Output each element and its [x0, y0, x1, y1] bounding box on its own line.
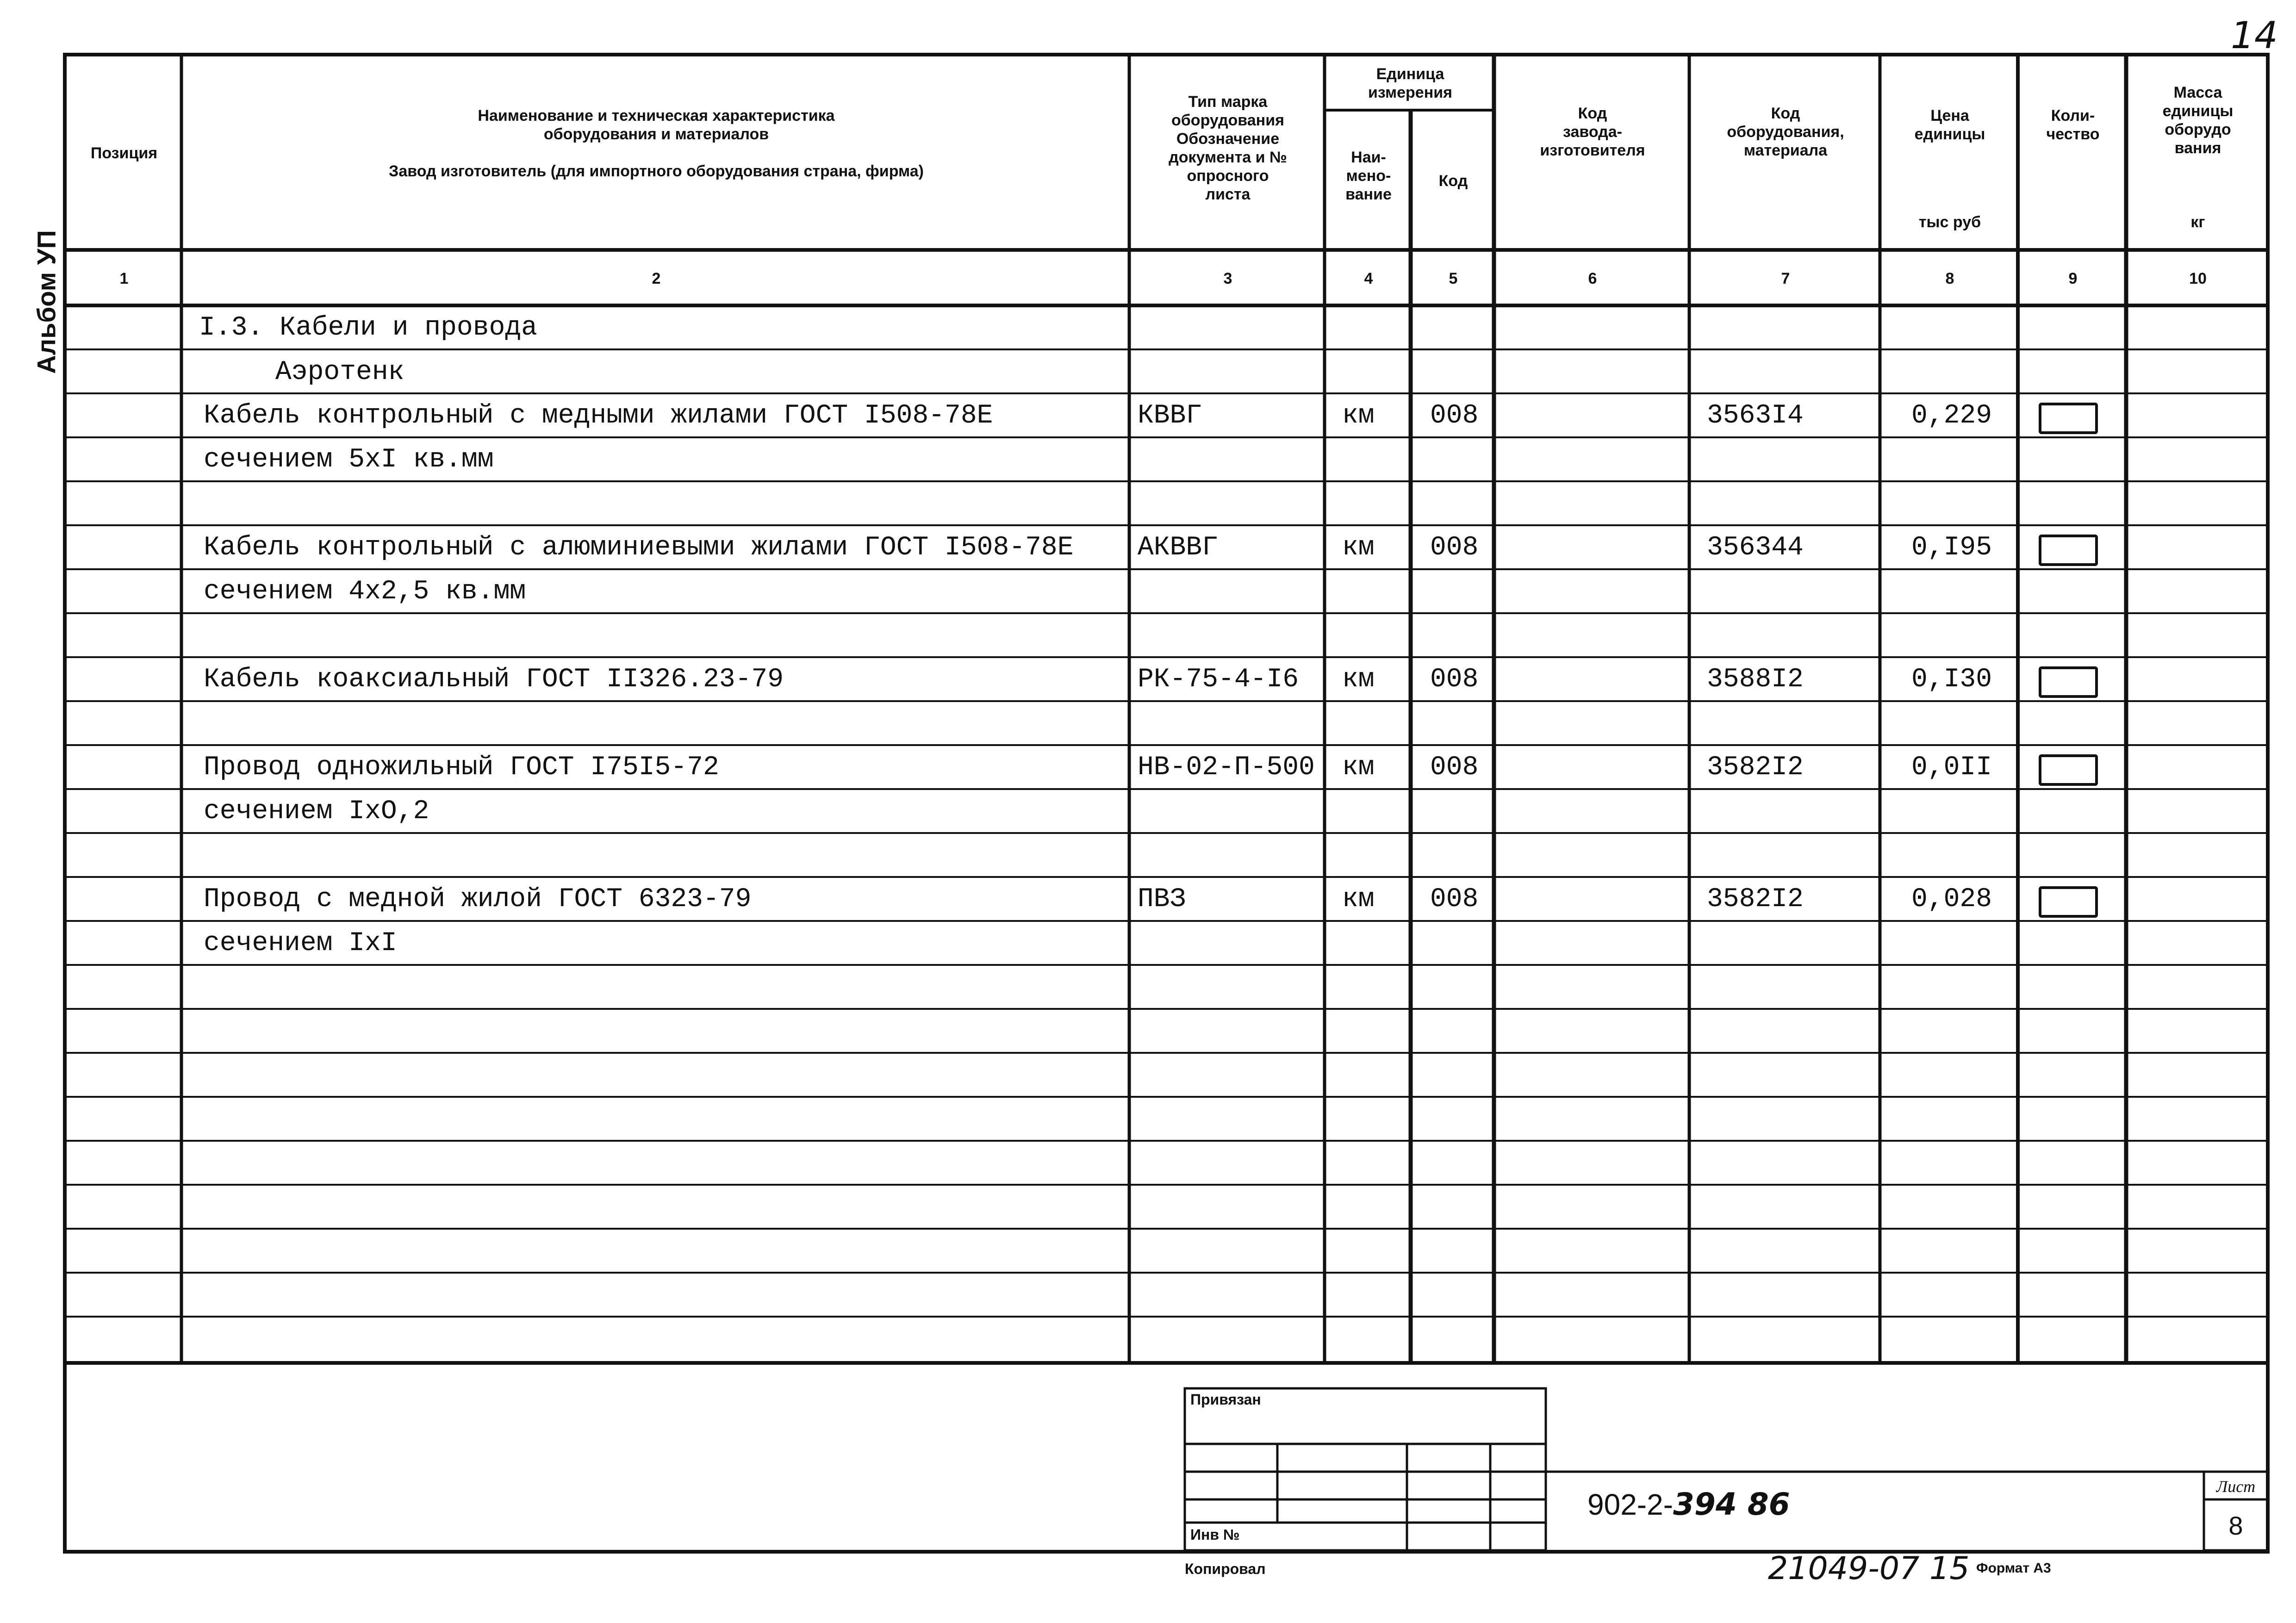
item-type: НВ-02-П-500: [1138, 752, 1315, 783]
header-name: Наименование и техническая характеристика оборудования и материалов Завод изготовитель (для импортного оборудования страна, фирма): [389, 107, 924, 180]
section-title: I.3. Кабели и провода: [199, 313, 537, 343]
item-name: Кабель контрольный с алюминиевыми жилами ГОСТ I508-78Е: [204, 533, 1074, 563]
header-price: Цена единицы: [1914, 107, 1985, 143]
stamp-privyazan-label: Привязан: [1190, 1391, 1261, 1408]
col-number-2: 2: [652, 270, 661, 287]
item-name-continued: сечением 5хI кв.мм: [204, 445, 494, 475]
item-price: 0,0II: [1911, 752, 1992, 783]
col-number-1: 1: [119, 270, 129, 287]
item-name: Кабель контрольный с медными жилами ГОСТ I508-78Е: [204, 401, 993, 431]
item-unit: км: [1342, 752, 1375, 783]
item-type: АКВВГ: [1138, 533, 1219, 563]
item-material-code: 3582I2: [1707, 884, 1804, 914]
stamp-doc-number-printed: 902-2-: [1587, 1488, 1673, 1521]
quantity-input-box[interactable]: [2039, 403, 2098, 434]
stamp-format-label: Формат А3: [1976, 1561, 2051, 1576]
col-number-10: 10: [2189, 270, 2207, 287]
header-material-code: Код оборудования, материала: [1727, 105, 1844, 159]
stamp-archive-number: 21049-07 15: [1768, 1550, 1970, 1587]
col-number-8: 8: [1945, 270, 1954, 287]
stamp-doc-number-handwritten: 394 86: [1673, 1486, 1790, 1522]
item-code: 008: [1430, 665, 1479, 695]
header-quantity: Коли- чество: [2046, 107, 2100, 143]
header-type: Тип марка оборудования Обозначение документа и № опросного листа: [1169, 93, 1287, 203]
stamp-sheet-number: 8: [2228, 1511, 2243, 1540]
col-number-3: 3: [1223, 270, 1232, 287]
quantity-input-box[interactable]: [2039, 535, 2098, 566]
stamp-inv-label: Инв №: [1190, 1526, 1240, 1543]
item-material-code: 3563I4: [1707, 401, 1804, 431]
item-type: ПВЗ: [1138, 884, 1186, 914]
item-type: КВВГ: [1138, 401, 1202, 431]
stamp-sheet-label: Лист: [2216, 1477, 2256, 1496]
item-material-code: 3588I2: [1707, 665, 1804, 695]
item-type: РК-75-4-I6: [1138, 665, 1299, 695]
item-name-continued: сечением IхО,2: [204, 796, 429, 827]
header-unit-code: Код: [1438, 172, 1468, 190]
item-material-code: 356344: [1707, 533, 1804, 563]
header-price-unit: тыс руб: [1918, 213, 1981, 231]
col-number-9: 9: [2068, 270, 2078, 287]
item-code: 008: [1430, 533, 1479, 563]
item-name: Кабель коаксиальный ГОСТ II326.23-79: [204, 665, 784, 695]
col-number-4: 4: [1364, 270, 1373, 287]
item-unit: км: [1342, 665, 1375, 695]
header-mass: Масса единицы оборудо вания: [2162, 84, 2234, 157]
quantity-input-box[interactable]: [2039, 666, 2098, 698]
col-number-5: 5: [1449, 270, 1458, 287]
item-unit: км: [1342, 884, 1375, 914]
item-price: 0,229: [1911, 401, 1992, 431]
page-number: 14: [2231, 14, 2278, 57]
col-number-6: 6: [1588, 270, 1597, 287]
item-name: Провод одножильный ГОСТ I75I5-72: [204, 752, 719, 783]
item-code: 008: [1430, 884, 1479, 914]
header-manufacturer-code: Код завода- изготовителя: [1540, 105, 1645, 159]
stamp-copied-label: Копировал: [1185, 1561, 1266, 1577]
item-unit: км: [1342, 401, 1375, 431]
quantity-input-box[interactable]: [2039, 754, 2098, 786]
item-price: 0,028: [1911, 884, 1992, 914]
item-price: 0,I95: [1911, 533, 1992, 563]
item-name-continued: сечением IхI: [204, 928, 397, 958]
item-material-code: 3582I2: [1707, 752, 1804, 783]
header-mass-unit: кг: [2190, 213, 2205, 231]
item-code: 008: [1430, 401, 1479, 431]
col-number-7: 7: [1781, 270, 1790, 287]
item-price: 0,I30: [1911, 665, 1992, 695]
album-label: Альбом УП: [31, 230, 61, 374]
item-unit: км: [1342, 533, 1375, 563]
subsection-title: Аэротенк: [275, 357, 404, 387]
stamp-doc-number: [1587, 1486, 1790, 1522]
header-unit-group: Единица измерения: [1368, 65, 1452, 101]
quantity-input-box[interactable]: [2039, 886, 2098, 918]
header-position: Позиция: [90, 144, 158, 162]
header-unit-name: Наи- мено- вание: [1345, 149, 1392, 203]
item-code: 008: [1430, 752, 1479, 783]
item-name-continued: сечением 4х2,5 кв.мм: [204, 577, 526, 607]
item-name: Провод с медной жилой ГОСТ 6323-79: [204, 884, 752, 914]
